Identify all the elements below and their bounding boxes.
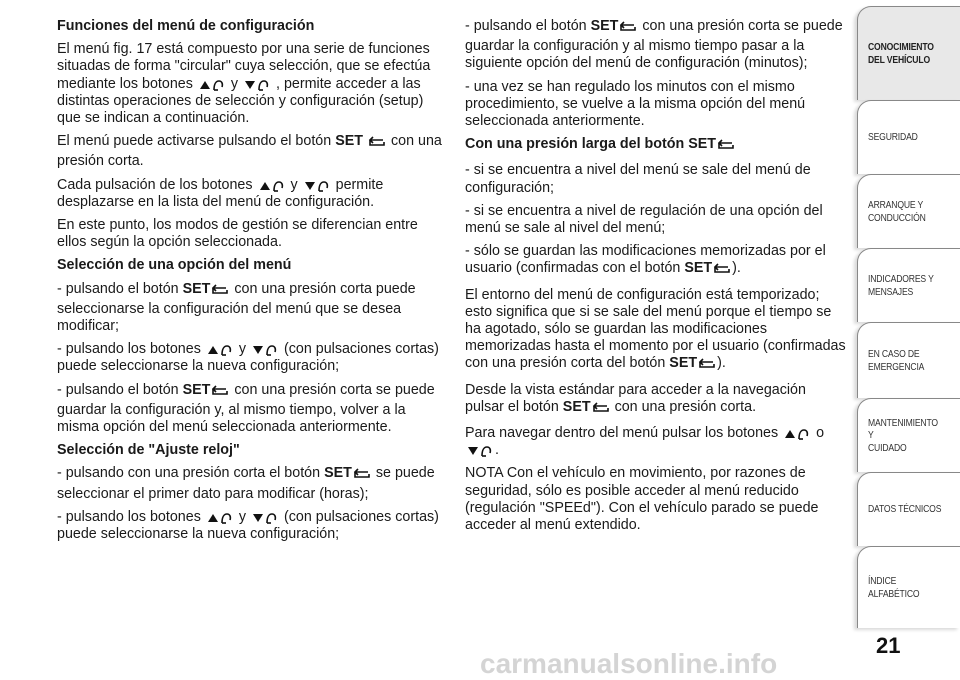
tab-vehicle-knowledge[interactable]: CONOCIMIENTO DEL VEHÍCULO bbox=[857, 6, 960, 100]
set-label: SET bbox=[335, 133, 364, 150]
tab-technical-data[interactable]: DATOS TÉCNICOS bbox=[857, 472, 960, 546]
up-button-icon bbox=[199, 78, 225, 92]
set-button-icon bbox=[368, 136, 386, 153]
paragraph-timeout: El entorno del menú de configuración está temporizado; esto significa que si se sale del menú porque el tiempo se ha agotado, sólo se guardan las modificaciones memorizadas hasta el momento por el usuario (confirmadas con una presión corta del botón SET ). bbox=[465, 287, 847, 376]
paragraph-activate-menu: El menú puede activarse pulsando el botón SET con una presión corta. bbox=[57, 133, 442, 170]
heading-long-press: Con una presión larga del botón SET bbox=[465, 136, 847, 156]
down-button-icon bbox=[244, 78, 270, 92]
paragraph-minutes-done: - una vez se han regulado los minutos con el mismo procedimiento, se vuelve a la misma opción del menú seleccionada anteriormente. bbox=[465, 78, 806, 130]
paragraph-saved-changes: - sólo se guardan las modificaciones memorizadas por el usuario (confirmadas con el botón SET ). bbox=[465, 243, 847, 280]
tab-starting-driving[interactable]: ARRANQUE Y CONDUCCIÓN bbox=[857, 174, 960, 248]
heading-clock-adjust: Selección de "Ajuste reloj" bbox=[57, 442, 240, 459]
paragraph-menu-intro: El menú fig. 17 está compuesto por una serie de funciones situadas de forma "circular" cuya selección, que se efectúa mediante los botones y , permite acceder a las distintas operaciones de selección y configuración (setup) que se indican a continuación. bbox=[57, 41, 431, 127]
down-button-icon bbox=[304, 179, 330, 193]
paragraph-save-set: - pulsando el botón SET con una presión corta se puede guardar la configuración y, al mismo tiempo, volver a la misma opción del menú seleccionada anteriormente. bbox=[57, 381, 435, 436]
paragraph-clock-arrows: - pulsando los botones y (con pulsaciones cortas) puede seleccionarse la nueva configuración; bbox=[57, 508, 439, 543]
chapter-sidebar bbox=[857, 0, 960, 678]
paragraph-navigate-inside: Para navegar dentro del menú pulsar los botones o . bbox=[465, 425, 825, 459]
paragraph-note: NOTA Con el vehículo en movimiento, por razones de seguridad, sólo es posible acceder al menú reducido (regulación "SPEEd"). Con el vehículo parado se puede acceder al menú extendido. bbox=[465, 465, 819, 534]
set-button-icon bbox=[353, 468, 371, 485]
down-button-icon bbox=[252, 511, 278, 525]
set-button-icon bbox=[717, 139, 735, 156]
tab-maintenance-care[interactable]: MANTENIMIENTO Y CUIDADO bbox=[857, 398, 960, 472]
up-button-icon bbox=[259, 179, 285, 193]
right-column bbox=[465, 18, 847, 540]
paragraph-select-arrows: - pulsando los botones y (con pulsaciones cortas) puede seleccionarse la nueva configuración; bbox=[57, 341, 439, 375]
up-button-icon bbox=[784, 427, 810, 441]
paragraph-exit-menu: - si se encuentra a nivel del menú se sale del menú de configuración; bbox=[465, 162, 811, 196]
paragraph-navigation: Desde la vista estándar para acceder a la navegación pulsar el botón SET con una presión corta. bbox=[465, 382, 847, 419]
set-button-icon bbox=[211, 284, 229, 301]
tab-indicators-messages[interactable]: INDICADORES Y MENSAJES bbox=[857, 248, 960, 322]
page-number: 21 bbox=[876, 633, 901, 658]
heading-config-functions: Funciones del menú de configuración bbox=[57, 18, 315, 34]
up-button-icon bbox=[207, 511, 233, 525]
tab-emergency[interactable]: EN CASO DE EMERGENCIA bbox=[857, 322, 960, 398]
set-button-icon bbox=[592, 402, 610, 419]
paragraph-exit-level: - si se encuentra a nivel de regulación de una opción del menú se sale al nivel del menú; bbox=[465, 202, 823, 237]
down-button-icon bbox=[252, 343, 278, 357]
watermark: carmanualsonline.info bbox=[480, 648, 778, 679]
paragraph-clock-set: - pulsando con una presión corta el botón SET se puede seleccionar el primer dato para modificar (horas); bbox=[57, 465, 435, 502]
paragraph-scroll-menu: Cada pulsación de los botones y permite desplazarse en la lista del menú de configuración. bbox=[57, 176, 384, 210]
tab-alphabetical-index[interactable]: ÍNDICE ALFABÉTICO bbox=[857, 546, 960, 628]
set-button-icon bbox=[713, 263, 731, 280]
tab-safety[interactable]: SEGURIDAD bbox=[857, 100, 960, 174]
set-button-icon bbox=[619, 21, 637, 38]
down-button-icon bbox=[467, 444, 493, 458]
set-button-icon bbox=[698, 358, 716, 375]
paragraph-save-minutes: - pulsando el botón SET con una presión corta se puede guardar la configuración y al mismo tiempo pasar a la siguiente opción del menú de configuración (minutos); bbox=[465, 18, 843, 72]
heading-select-option: Selección de una opción del menú bbox=[57, 257, 292, 274]
up-button-icon bbox=[207, 343, 233, 357]
left-column bbox=[57, 18, 442, 549]
set-button-icon bbox=[211, 385, 229, 402]
paragraph-select-set: - pulsando el botón SET con una presión corta puede seleccionarse la configuración del menú que se desea modificar; bbox=[57, 280, 416, 335]
paragraph-management-modes: En este punto, los modos de gestión se diferencian entre ellos según la opción seleccionada. bbox=[57, 217, 418, 251]
